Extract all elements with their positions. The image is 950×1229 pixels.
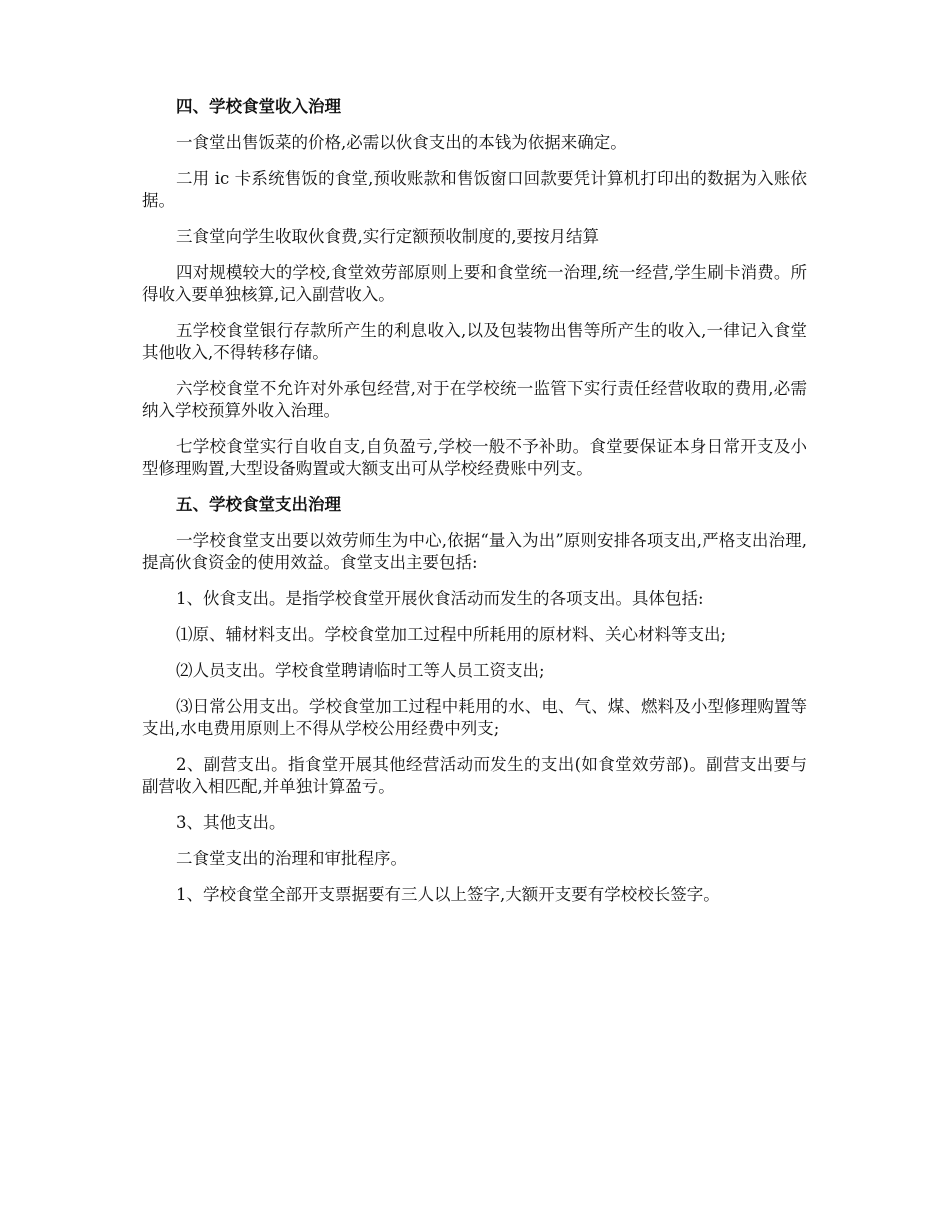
paragraph: 二用 ic 卡系统售饭的食堂,预收账款和售饭窗口回款要凭计算机打印出的数据为入账依据。 [142, 169, 807, 210]
paragraph: 二食堂支出的治理和审批程序。 [176, 849, 407, 868]
document-body [142, 96, 807, 920]
paragraph: 七学校食堂实行自收自支,自负盈亏,学校一般不予补助。食堂要保证本身日常开支及小型修理购置,大型设备购置或大额支出可从学校经费账中列支。 [142, 437, 807, 478]
paragraph: 2、副营支出。指食堂开展其他经营活动而发生的支出(如食堂效劳部)。副营支出要与副营收入相匹配,并单独计算盈亏。 [142, 755, 807, 796]
paragraph: ⑵人员支出。学校食堂聘请临时工等人员工资支出; [176, 661, 545, 680]
paragraph: 一学校食堂支出要以效劳师生为中心,依据“量入为出”原则安排各项支出,严格支出治理,提高伙食资金的使用效益。食堂支出主要包括: [142, 531, 807, 572]
paragraph: ⑶日常公用支出。学校食堂加工过程中耗用的水、电、气、煤、燃料及小型修理购置等支出,水电费用原则上不得从学校公用经费中列支; [142, 697, 807, 738]
paragraph: 3、其他支出。 [176, 813, 286, 832]
paragraph: 1、学校食堂全部开支票据要有三人以上签字,大额开支要有学校校长签字。 [176, 885, 720, 904]
paragraph: 四对规模较大的学校,食堂效劳部原则上要和食堂统一治理,统一经营,学生刷卡消费。所得收入要单独核算,记入副营收入。 [142, 263, 807, 304]
paragraph: 1、伙食支出。是指学校食堂开展伙食活动而发生的各项支出。具体包括: [176, 589, 704, 608]
paragraph: 一食堂出售饭菜的价格,必需以伙食支出的本钱为依据来确定。 [176, 133, 627, 152]
section-heading-expense: 五、学校食堂支出治理 [176, 495, 341, 514]
paragraph: ⑴原、辅材料支出。学校食堂加工过程中所耗用的原材料、关心材料等支出; [176, 625, 727, 644]
paragraph: 五学校食堂银行存款所产生的利息收入,以及包装物出售等所产生的收入,一律记入食堂其他收入,不得转移存储。 [142, 321, 807, 362]
paragraph: 三食堂向学生收取伙食费,实行定额预收制度的,要按月结算 [176, 227, 599, 246]
section-heading-income: 四、学校食堂收入治理 [176, 97, 341, 116]
paragraph: 六学校食堂不允许对外承包经营,对于在学校统一监管下实行责任经营收取的费用,必需纳入学校预算外收入治理。 [142, 379, 807, 420]
